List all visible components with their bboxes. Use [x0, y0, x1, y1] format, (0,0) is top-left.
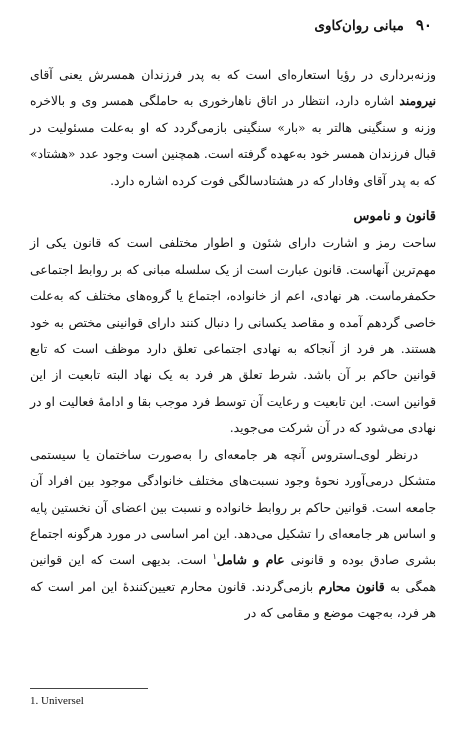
footnote-marker[interactable]: ۱	[212, 552, 217, 562]
footnote: 1. Universel	[30, 695, 84, 707]
emphasis-term-universal: عام و شامل	[216, 552, 285, 568]
paragraph-1	[30, 62, 436, 194]
emphasis-term-niroomand: نیرومند	[399, 93, 436, 109]
running-title: مبانی روان‌کاوی	[314, 18, 404, 34]
paragraph-1-text-b: اشاره دارد، انتظار در اتاق ناهارخوری به حاملگی همسر وی و بالاخره وزنه و سنگینی هالتر به «بار» سنگینی بازمی‌گردد که او به‌علت مسئولیت در قبال فرزندان همسر خود به‌عهده گرفته است. همچنین است وجود عدد «هشتاد» که به پدر آقای وفادار که در هشتادسالگی فوت کرده اشاره دارد.	[30, 94, 436, 188]
paragraph-2: ساحت رمز و اشارت دارای شئون و اطوار مختلفی است که قانون یکی از مهم‌ترین آنهاست. قانون عبارت است از یک سلسله مبانی که بر روابط اجتماعی حکمفرماست. هر نهادی، اعم از خانواده، اجتماع یا گروه‌های مختلف که به‌علت خاصی گردهم آمده و مقاصد یکسانی را دنبال کنند دارای قوانینی مختص به خود هستند. هر فرد از آنجاکه به نهادی اجتماعی تعلق دارد موظف است که تابع قوانین حاکم بر آن باشد. شرط تعلق هر فرد به یک نهاد البته تابعیت از این قوانین است. این تابعیت و رعایت آن توسط فرد موجب بقا و ادامهٔ فعالیت او در نهادی می‌شود که در آن شرکت می‌جوید.	[30, 236, 436, 436]
paragraph-3-text-c: بازمی‌گردند. قانون محارم تعیین‌کنندهٔ این امر است که هر فرد، به‌جهت موضع و مقامی که در	[30, 579, 436, 621]
section-heading: قانون و ناموس	[353, 209, 436, 225]
page-number: ۹۰	[415, 16, 432, 34]
emphasis-term-incest-law: قانون محارم	[318, 578, 385, 594]
running-header	[314, 16, 432, 34]
paragraph-3-text-b: است. بدیهی است که این قوانین همگی به	[30, 553, 436, 594]
paragraph-1-text-a: وزنه‌برداری در رؤیا استعاره‌ای است که به پدر فرزندان همسرش یعنی آقای	[30, 68, 436, 82]
paragraph-3-text-a: درنظر لوی‌ـ‌استروس آنچه هر جامعه‌ای را به‌صورت ساختمان یا سیستمی متشکل درمی‌آورد نحوهٔ وجود نسبت‌های مختلف خانوادگی موجود بین افراد آن جامعه است. قوانین حاکم بر روابط خانواده و نسبت بین اعضای آن نخستین پایه و اساس هر جامعه‌ای را تشکیل می‌دهد. این امر اساسی در مورد هرگونه اجتماع بشری صادق بوده و قانونی	[30, 447, 436, 568]
footnote-divider	[30, 688, 148, 689]
paragraph-3	[30, 442, 436, 627]
body-text	[30, 62, 436, 627]
